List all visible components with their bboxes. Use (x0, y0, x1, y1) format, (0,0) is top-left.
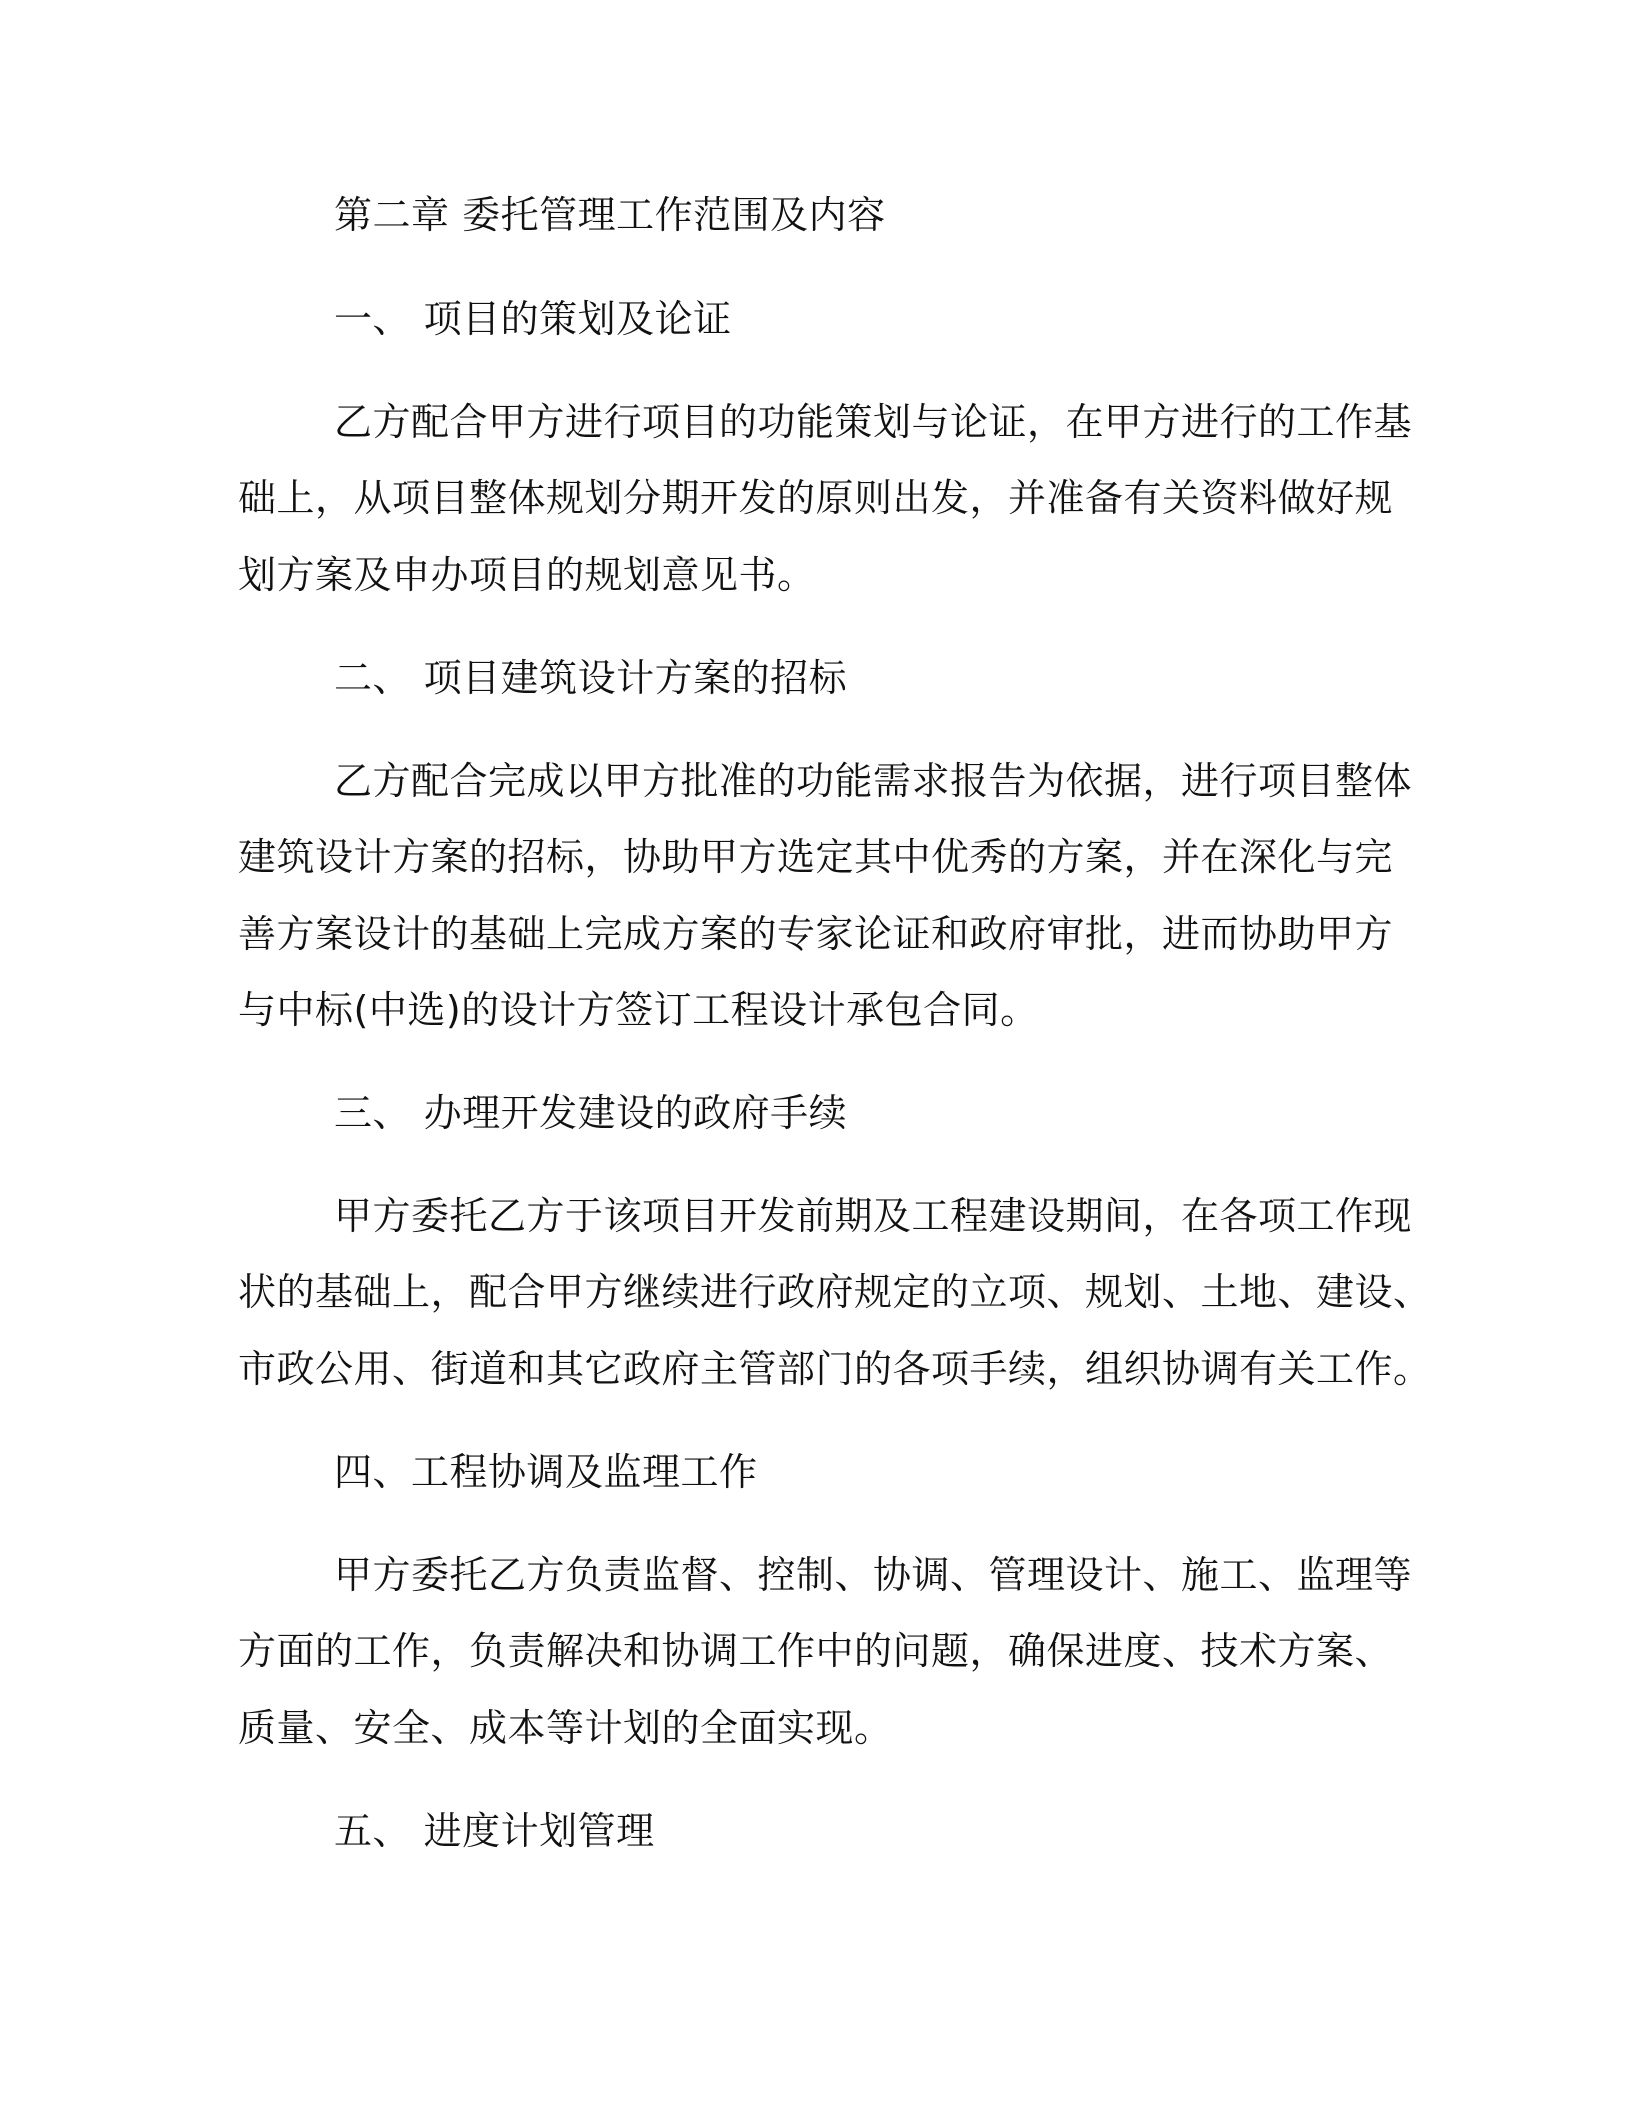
paragraph-line: 甲方委托乙方于该项目开发前期及工程建设期间，在各项工作现 (334, 1194, 1413, 1238)
section-heading-5: 五、 进度计划管理 (334, 1809, 655, 1853)
section-heading-2: 二、 项目建筑设计方案的招标 (334, 656, 848, 700)
section-heading-4: 四、工程协调及监理工作 (334, 1450, 758, 1494)
paragraph-line: 市政公用、街道和其它政府主管部门的各项手续，组织协调有关工作。 (238, 1347, 1432, 1391)
paragraph-line: 建筑设计方案的招标，协助甲方选定其中优秀的方案，并在深化与完 (238, 835, 1394, 879)
chapter-title: 第二章 委托管理工作范围及内容 (334, 193, 886, 237)
paragraph-line: 础上，从项目整体规划分期开发的原则出发，并准备有关资料做好规 (238, 476, 1394, 520)
paragraph-line: 方面的工作，负责解决和协调工作中的问题，确保进度、技术方案、 (238, 1629, 1394, 1673)
section-heading-1: 一、 项目的策划及论证 (334, 297, 732, 341)
paragraph-line: 与中标(中选)的设计方签订工程设计承包合同。 (238, 988, 1039, 1032)
paragraph-line: 状的基础上，配合甲方继续进行政府规定的立项、规划、土地、建设、 (238, 1270, 1432, 1314)
paragraph-line: 乙方配合完成以甲方批准的功能需求报告为依据，进行项目整体 (334, 759, 1413, 803)
section-heading-3: 三、 办理开发建设的政府手续 (334, 1091, 848, 1135)
paragraph-line: 划方案及申办项目的规划意见书。 (238, 553, 816, 597)
paragraph-line: 甲方委托乙方负责监督、控制、协调、管理设计、施工、监理等 (334, 1553, 1413, 1597)
paragraph-line: 善方案设计的基础上完成方案的专家论证和政府审批，进而协助甲方 (238, 912, 1394, 956)
paragraph-line: 乙方配合甲方进行项目的功能策划与论证，在甲方进行的工作基 (334, 400, 1413, 444)
paragraph-line: 质量、安全、成本等计划的全面实现。 (238, 1706, 893, 1750)
